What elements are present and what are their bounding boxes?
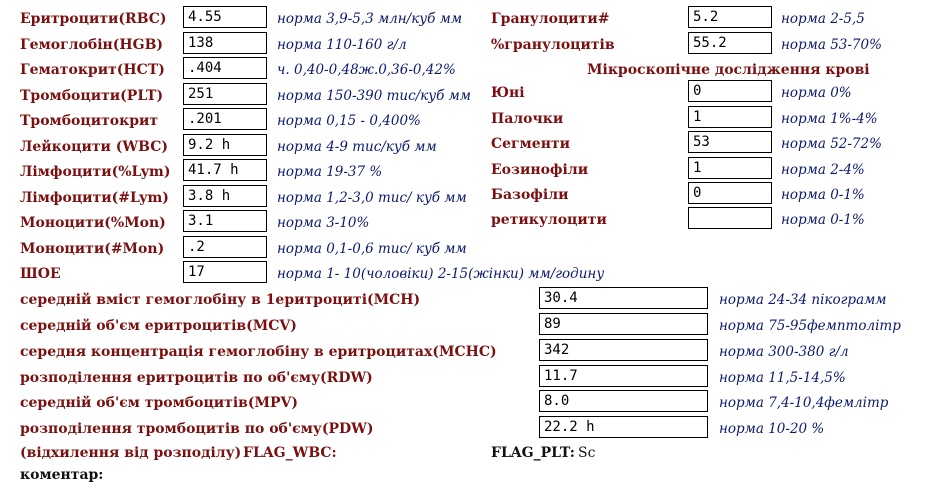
- basophils-field[interactable]: 0: [688, 182, 772, 204]
- hct-norm: ч. 0,40-0,48ж.0,36-0,42%: [277, 62, 456, 78]
- gran-abs-norm: норма 2-5,5: [781, 11, 865, 27]
- lym-pct-norm: норма 19-37 %: [277, 164, 383, 180]
- band-label: Палочки: [491, 111, 564, 127]
- rbc-label: Еритроцити(RBC): [20, 11, 167, 27]
- microscopy-title: Мікроскопічне дослідження крові: [587, 62, 870, 78]
- gran-abs-field[interactable]: 5.2: [688, 6, 772, 28]
- mcv-field[interactable]: 89: [539, 313, 708, 335]
- basophils-label: Базофіли: [491, 187, 569, 203]
- gran-pct-norm: норма 53-70%: [781, 37, 882, 53]
- hgb-label: Гемоглобін(HGB): [20, 37, 164, 53]
- plt-label: Тромбоцити(PLT): [20, 88, 164, 104]
- esr-norm: норма 1- 10(чоловіки) 2-15(жінки) мм/годину: [277, 266, 605, 282]
- hgb-norm: норма 110-160 г/л: [277, 37, 407, 53]
- mon-abs-field[interactable]: .2: [183, 236, 267, 258]
- pct-norm: норма 0,15 - 0,400%: [277, 113, 421, 129]
- rbc-norm: норма 3,9-5,3 млн/куб мм: [277, 11, 463, 27]
- plt-norm: норма 150-390 тис/куб мм: [277, 88, 471, 104]
- band-norm: норма 1%-4%: [781, 111, 878, 127]
- lym-abs-norm: норма 1,2-3,0 тис/ куб мм: [277, 190, 467, 206]
- mpv-field[interactable]: 8.0: [539, 390, 708, 412]
- gran-pct-field[interactable]: 55.2: [688, 32, 772, 54]
- lym-pct-field[interactable]: 41.7 h: [183, 159, 267, 181]
- reticulocytes-norm: норма 0-1%: [781, 212, 865, 228]
- hct-field[interactable]: .404: [183, 57, 267, 79]
- pdw-norm: норма 10-20 %: [719, 421, 825, 437]
- mch-norm: норма 24-34 пікограмм: [719, 292, 887, 308]
- rdw-norm: норма 11,5-14,5%: [719, 370, 846, 386]
- mchc-field[interactable]: 342: [539, 339, 708, 361]
- pct-field[interactable]: .201: [183, 108, 267, 130]
- plt-field[interactable]: 251: [183, 83, 267, 105]
- mon-pct-norm: норма 3-10%: [277, 215, 370, 231]
- mchc-norm: норма 300-380 г/л: [719, 344, 849, 360]
- mch-field[interactable]: 30.4: [539, 287, 708, 309]
- lym-abs-label: Лімфоцити(#Lym): [20, 190, 169, 206]
- mcv-norm: норма 75-95фемптолітр: [719, 318, 901, 334]
- rdw-field[interactable]: 11.7: [539, 365, 708, 387]
- mch-label: середній вміст гемоглобіну в 1еритроциті(MCH): [20, 292, 421, 308]
- gran-abs-label: Гранулоцити#: [491, 11, 610, 27]
- reticulocytes-field[interactable]: [688, 207, 772, 229]
- reticulocytes-label: ретикулоцити: [491, 212, 607, 228]
- wbc-field[interactable]: 9.2 h: [183, 134, 267, 156]
- flag-wbc-label: FLAG_WBC:: [243, 445, 337, 461]
- esr-label: ШОЕ: [20, 266, 61, 282]
- juvenile-label: Юні: [491, 85, 525, 101]
- lym-pct-label: Лімфоцити(%Lym): [20, 164, 171, 180]
- pdw-field[interactable]: 22.2 h: [539, 416, 708, 438]
- mpv-norm: норма 7,4-10,4фемлітр: [719, 395, 889, 411]
- mon-abs-norm: норма 0,1-0,6 тис/ куб мм: [277, 241, 467, 257]
- mcv-label: середній об'єм еритроцитів(MCV): [20, 318, 297, 334]
- eosinophils-field[interactable]: 1: [688, 157, 772, 179]
- segmented-field[interactable]: 53: [688, 131, 772, 153]
- segmented-label: Сегменти: [491, 136, 571, 152]
- pdw-label: розподілення тромбоцитів по об'єму(PDW): [20, 421, 374, 437]
- mon-pct-field[interactable]: 3.1: [183, 210, 267, 232]
- deviation-label: (відхилення від розподілу): [20, 445, 242, 461]
- wbc-norm: норма 4-9 тис/куб мм: [277, 139, 437, 155]
- comment-label: коментар:: [20, 467, 104, 483]
- esr-field[interactable]: 17: [183, 261, 267, 283]
- hct-label: Гематокрит(HCT): [20, 62, 165, 78]
- band-field[interactable]: 1: [688, 106, 772, 128]
- juvenile-norm: норма 0%: [781, 85, 852, 101]
- eosinophils-norm: норма 2-4%: [781, 162, 865, 178]
- mon-abs-label: Моноцити(#Mon): [20, 241, 165, 257]
- flag-plt-value: Sc: [578, 445, 596, 461]
- wbc-label: Лейкоцити (WBC): [20, 139, 168, 155]
- rbc-field[interactable]: 4.55: [183, 6, 267, 28]
- gran-pct-label: %гранулоцитів: [491, 37, 615, 53]
- segmented-norm: норма 52-72%: [781, 136, 882, 152]
- lym-abs-field[interactable]: 3.8 h: [183, 185, 267, 207]
- hgb-field[interactable]: 138: [183, 32, 267, 54]
- juvenile-field[interactable]: 0: [688, 80, 772, 102]
- mchc-label: середня концентрація гемоглобіну в еритроцитах(MCHC): [20, 344, 497, 360]
- basophils-norm: норма 0-1%: [781, 187, 865, 203]
- mon-pct-label: Моноцити(%Mon): [20, 215, 166, 231]
- flag-plt-label: FLAG_PLT:: [491, 445, 575, 461]
- rdw-label: розподілення еритроцитів по об'єму(RDW): [20, 370, 373, 386]
- pct-label: Тромбоцитокрит: [20, 113, 159, 129]
- eosinophils-label: Еозинофіли: [491, 162, 589, 178]
- mpv-label: середній об'єм тромбоцитів(MPV): [20, 395, 299, 411]
